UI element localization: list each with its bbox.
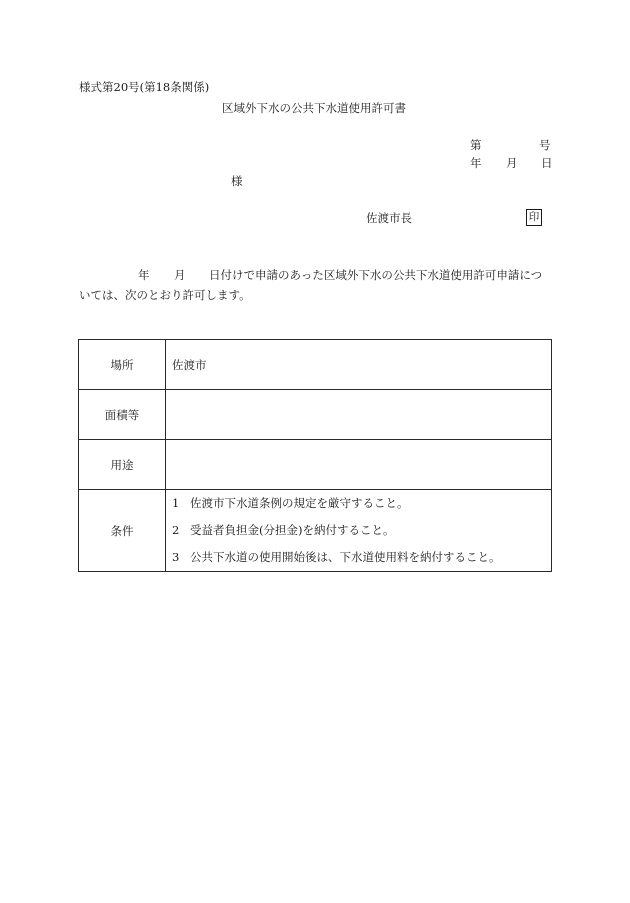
list-item [172,490,551,517]
purpose-value [166,440,552,490]
date-year-label: 年 [470,156,482,170]
form-number: 様式第20号(第18条関係) [79,80,210,94]
date-day-label: 日 [541,156,553,170]
conditions-value [166,490,552,572]
recipient-honorific: 様 [231,174,243,188]
location-label: 場所 [79,340,166,390]
area-label: 面積等 [79,390,166,440]
document-title: 区域外下水の公共下水道使用許可書 [222,101,406,115]
seal-stamp-box: 印 [526,209,542,226]
condition-number: 2 [172,523,180,537]
list-item [172,517,551,544]
purpose-label: 用途 [79,440,166,490]
conditions-list [172,490,551,571]
body-text-line-1: 日付けで申請のあった区域外下水の公共下水道使用許可申請につ [209,268,543,282]
area-value [166,390,552,440]
condition-number: 1 [172,496,180,510]
body-text-line-2: いては、次のとおり許可します。 [79,288,251,302]
table-row [79,440,552,490]
conditions-label: 条件 [79,490,166,572]
table-row [79,340,552,390]
document-number-prefix: 第 [470,138,482,152]
body-year-label: 年 [138,268,150,282]
table-row [79,490,552,572]
condition-text: 佐渡市下水道条例の規定を厳守すること。 [190,496,409,510]
table-row [79,390,552,440]
issuer-name: 佐渡市長 [366,211,412,225]
document-number-suffix: 号 [539,138,551,152]
date-month-label: 月 [506,156,518,170]
body-month-label: 月 [174,268,186,282]
condition-number: 3 [172,550,180,564]
condition-text: 受益者負担金(分担金)を納付すること。 [190,523,395,537]
location-value: 佐渡市 [166,340,552,390]
list-item [172,544,551,571]
condition-text: 公共下水道の使用開始後は、下水道使用料を納付すること。 [190,550,501,564]
permit-details-table [78,339,552,572]
